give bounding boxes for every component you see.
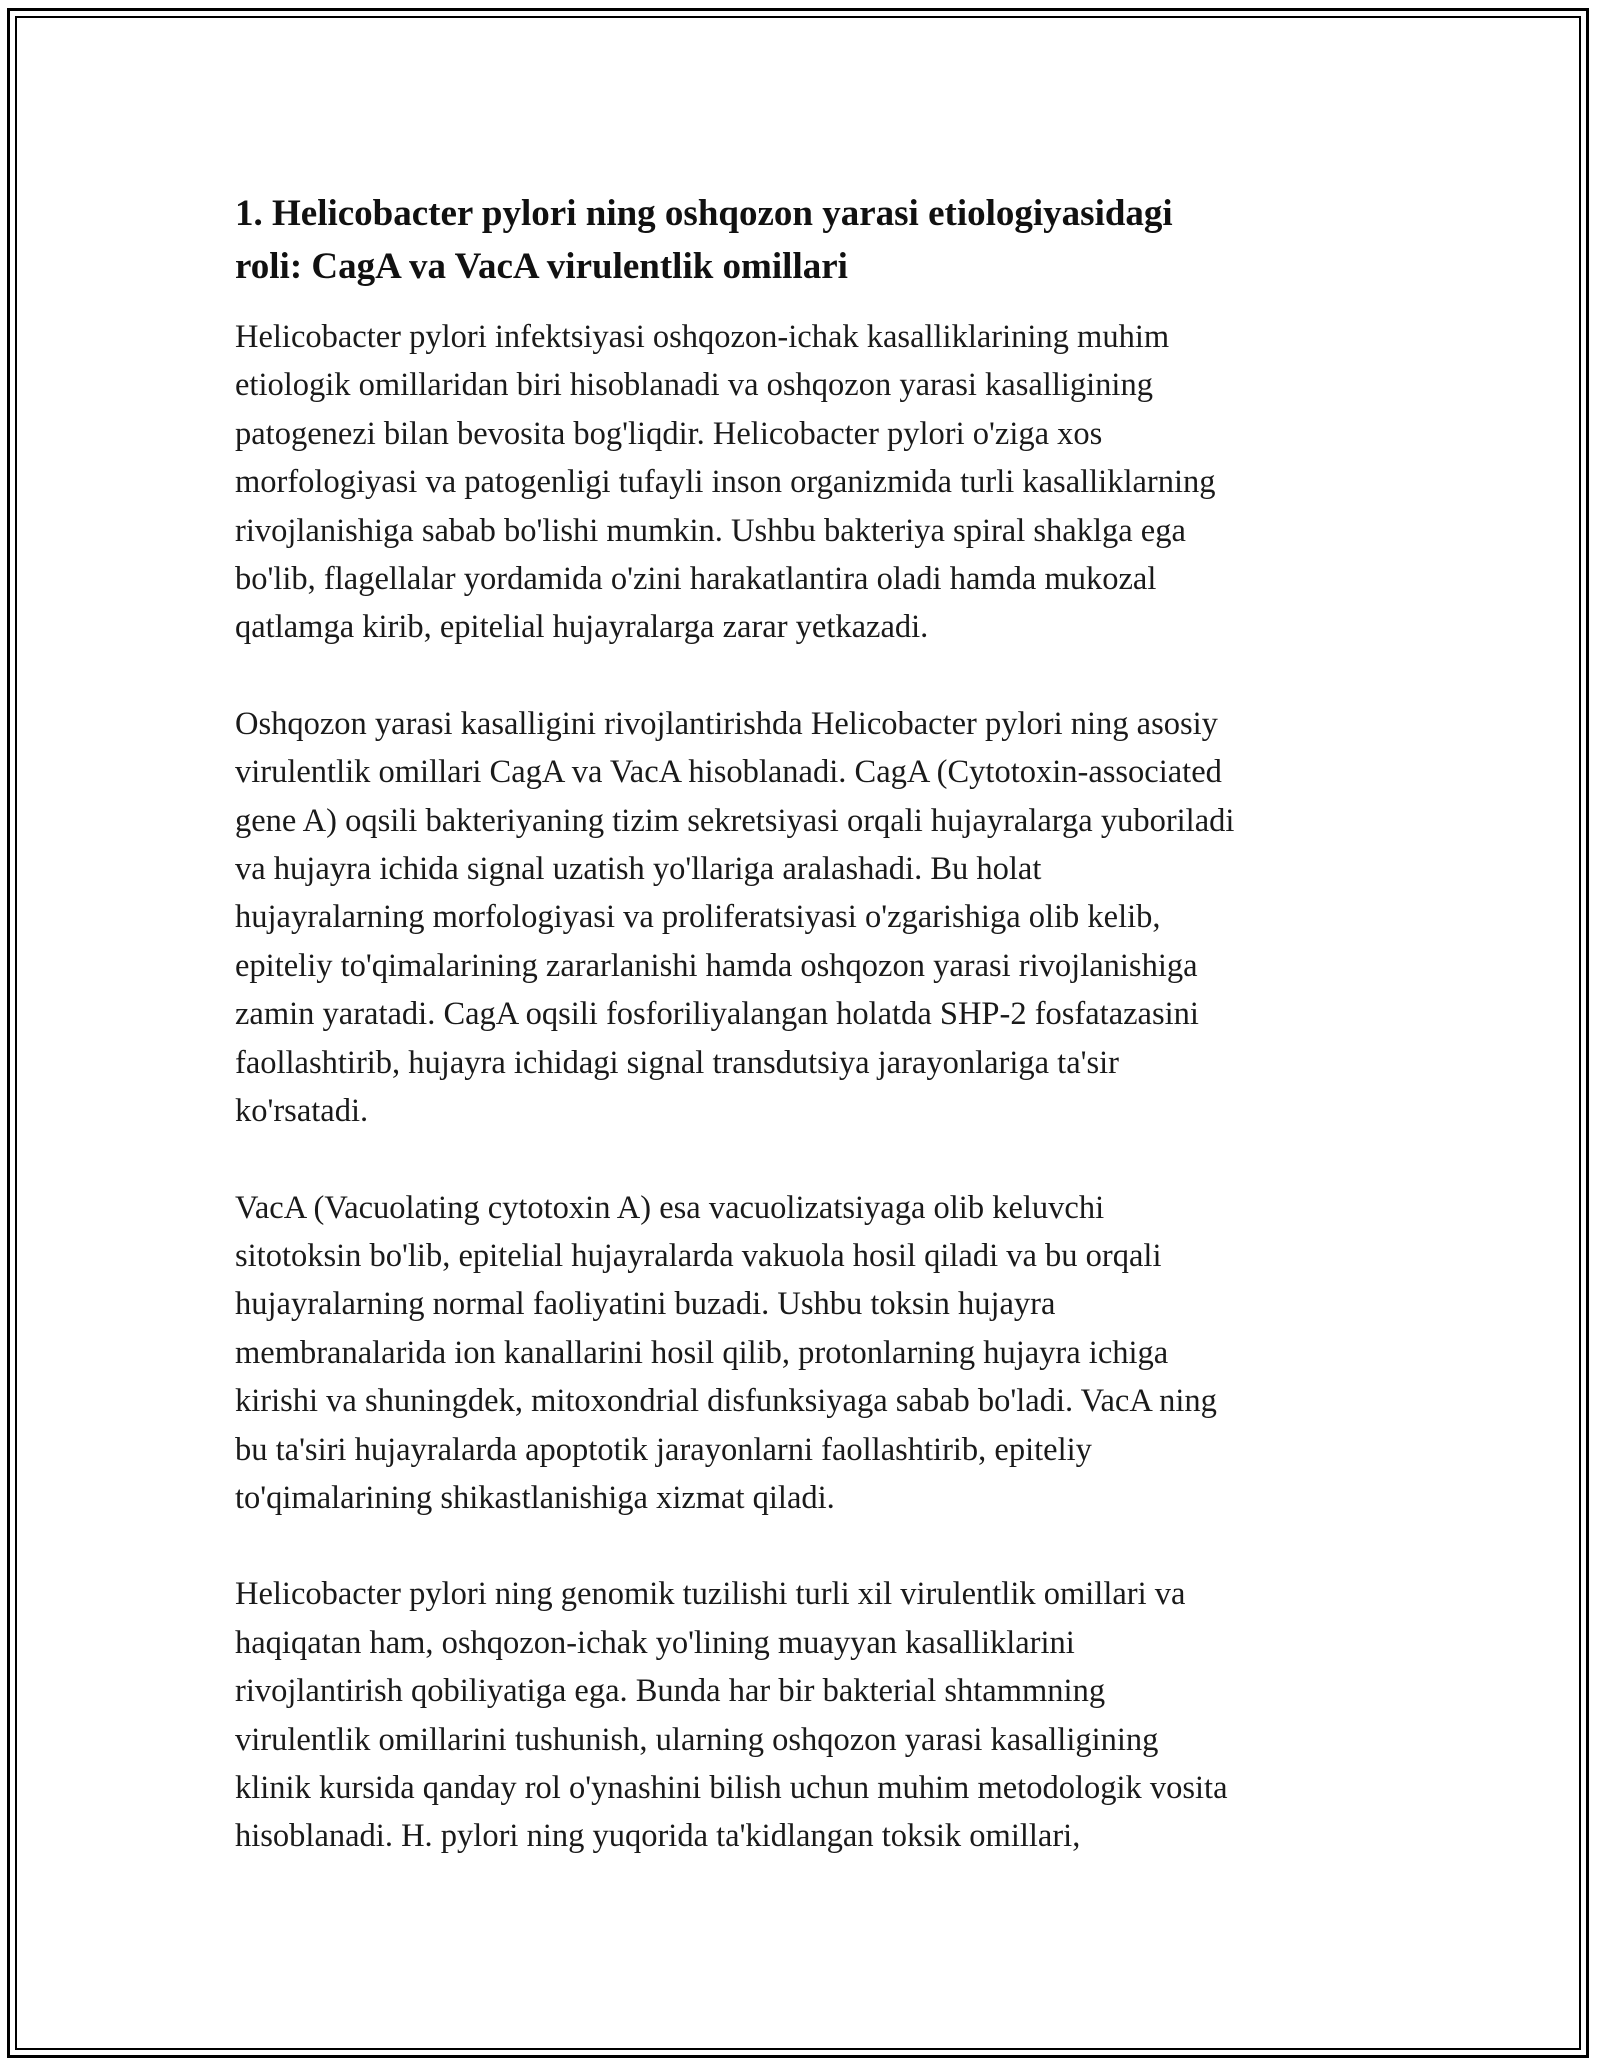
paragraph-caga: Oshqozon yarasi kasalligini rivojlantirishda Helicobacter pylori ning asosiy virulentlik omillari CagA va VacA hisoblanadi. CagA (Cytotoxin-associated gene A) oqsili bakteriyaning tizim sekretsiyasi orqali hujayralarga yuboriladi va hujayra ichida signal uzatish yo'llariga aralashadi. Bu holat hujayralarning morfologiyasi va proliferatsiyasi o'zgarishiga olib kelib, epiteliy to'qimalarining zararlanishi hamda oshqozon yarasi rivojlanishiga zamin yaratadi. CagA oqsili fosforiliyalangan holatda SHP-2 fosfatazasini faollashtirib, hujayra ichidagi signal transdutsiya jarayonlariga ta'sir ko'rsatadi. (235, 705, 1235, 1130)
section-heading: 1. Helicobacter pylori ning oshqozon yarasi etiologiyasidagi roli: CagA va VacA virulentlik omillari (235, 193, 1173, 287)
document-page (235, 187, 1375, 1909)
paragraph-intro: Helicobacter pylori infektsiyasi oshqozon-ichak kasalliklarining muhim etiologik omillaridan biri hisoblanadi va oshqozon yarasi kasalligining patogenezi bilan bevosita bog'liqdir. Helicobacter pylori o'ziga xos morfologiyasi va patogenligi tufayli inson organizmida turli kasalliklarning rivojlanishiga sabab bo'lishi mumkin. Ushbu bakteriya spiral shaklga ega bo'lib, flagellalar yordamida o'zini harakatlantira oladi hamda mukozal qatlamga kirib, epitelial hujayralarga zarar yetkazadi. (235, 319, 1216, 646)
paragraph-genomic: Helicobacter pylori ning genomik tuzilishi turli xil virulentlik omillari va haqiqatan ham, oshqozon-ichak yo'lining muayyan kasalliklarini rivojlantirish qobiliyatiga ega. Bunda har bir bakterial shtammning virulentlik omillarini tushunish, ularning oshqozon yarasi kasalligining klinik kursida qanday rol o'ynashini bilish uchun muhim metodologik vosita hisoblanadi. H. pylori ning yuqorida ta'kidlangan toksik omillari, (235, 1576, 1228, 1855)
paragraph-vaca: VacA (Vacuolating cytotoxin A) esa vacuolizatsiyaga olib keluvchi sitotoksin bo'lib, epitelial hujayralarda vakuola hosil qiladi va bu orqali hujayralarning normal faoliyatini buzadi. Ushbu toksin hujayra membranalarida ion kanallarini hosil qilib, protonlarning hujayra ichiga kirishi va shuningdek, mitoxondrial disfunksiyaga sabab bo'ladi. VacA ning bu ta'siri hujayralarda apoptotik jarayonlarni faollashtirib, epiteliy to'qimalarining shikastlanishiga xizmat qiladi. (235, 1189, 1217, 1516)
